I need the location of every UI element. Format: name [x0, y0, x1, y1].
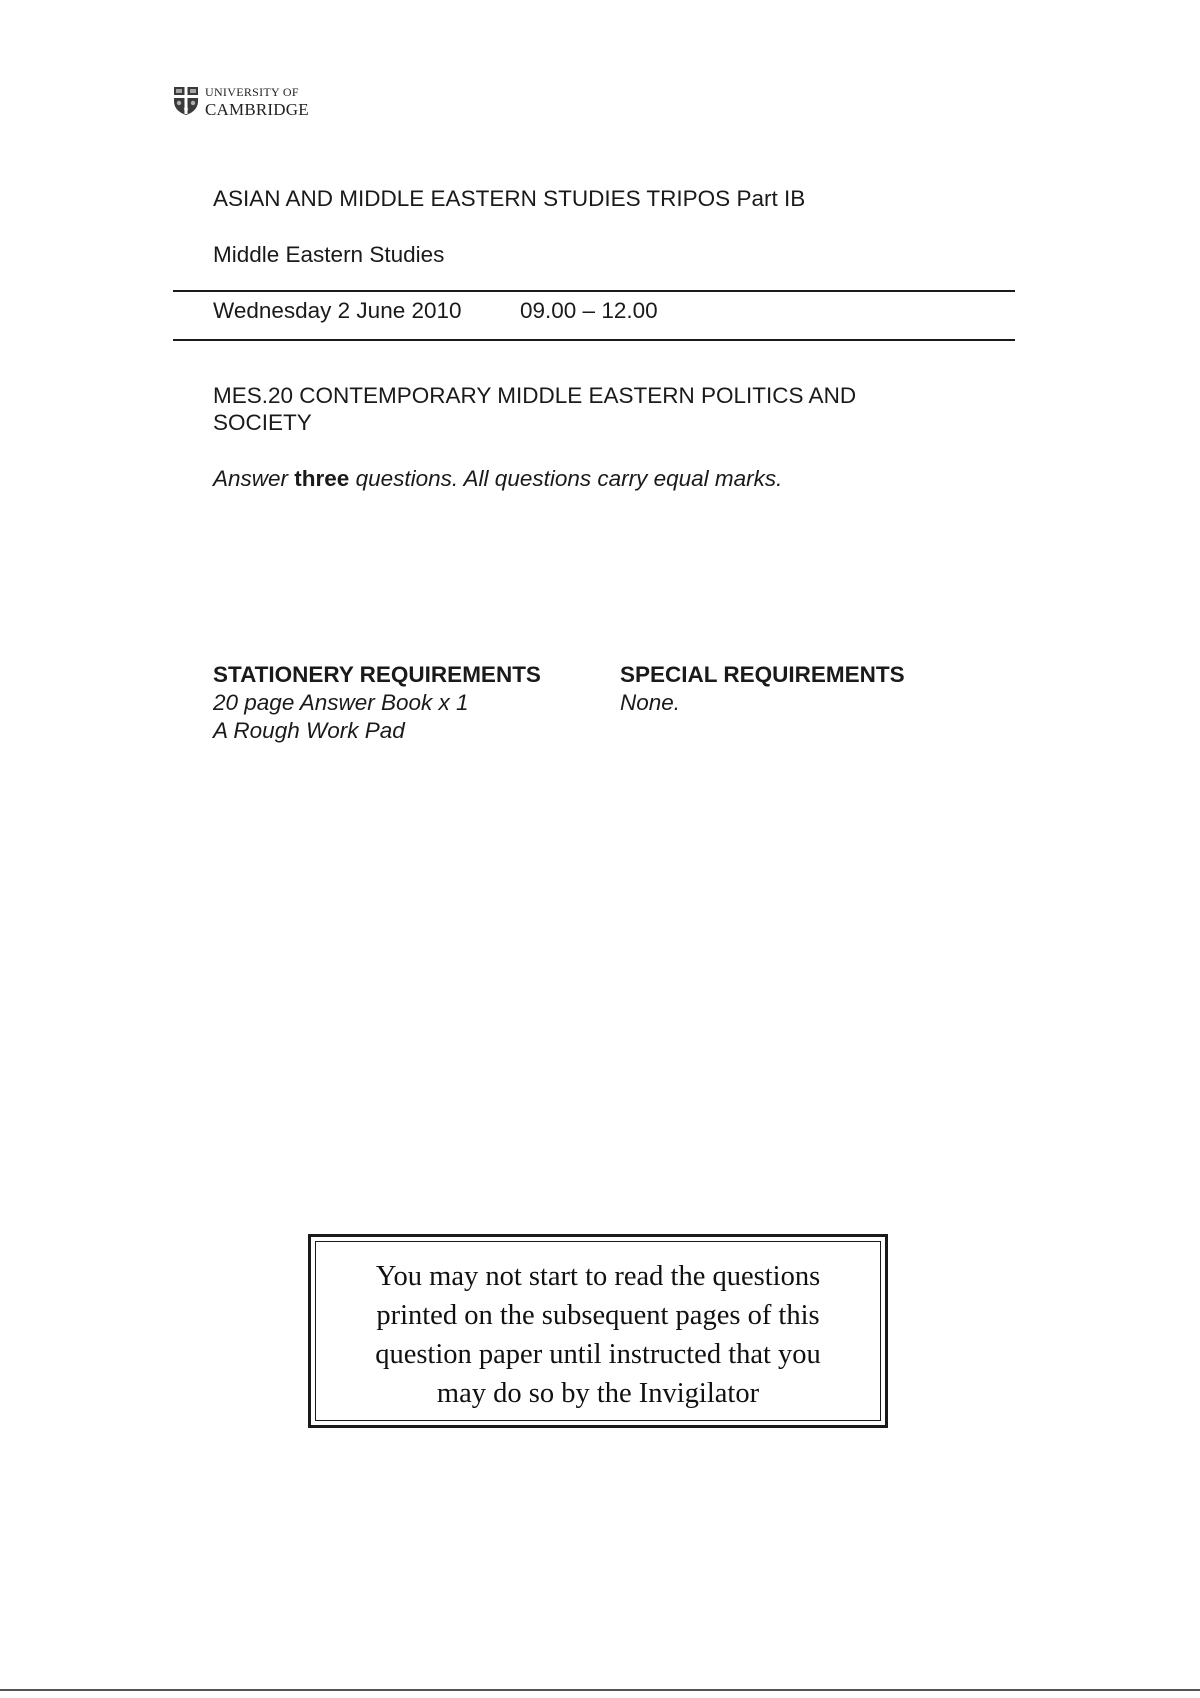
page-bottom-edge: [0, 1689, 1200, 1691]
instructions-before: Answer: [213, 466, 295, 491]
stationery-item: 20 page Answer Book x 1: [213, 690, 469, 715]
notice-line: You may not start to read the questions: [375, 1261, 821, 1292]
special-requirements: [620, 661, 905, 717]
cambridge-crest-icon: [173, 86, 199, 116]
instructions-after: questions. All questions carry equal marks.: [349, 466, 783, 491]
tripos-title: ASIAN AND MIDDLE EASTERN STUDIES TRIPOS Part IB: [213, 186, 806, 211]
exam-time: 09.00 – 12.00: [520, 298, 658, 323]
stationery-requirements: [213, 661, 541, 745]
university-logo: [173, 84, 309, 118]
special-heading: SPECIAL REQUIREMENTS: [620, 662, 905, 687]
invigilator-notice-text: [311, 1257, 885, 1413]
exam-instructions: [213, 466, 782, 492]
logo-wordmark: [205, 84, 309, 118]
logo-line-2: CAMBRIDGE: [205, 100, 309, 119]
date-bottom-rule: [173, 339, 1015, 341]
stationery-heading: STATIONERY REQUIREMENTS: [213, 662, 541, 687]
instructions-emphasis: three: [294, 466, 350, 491]
date-top-rule: [173, 290, 1015, 292]
exam-date: Wednesday 2 June 2010: [213, 298, 462, 323]
stationery-item: A Rough Work Pad: [213, 718, 405, 743]
notice-line: question paper until instructed that you: [375, 1339, 821, 1370]
special-item: None.: [620, 690, 681, 715]
invigilator-notice-box: [308, 1234, 888, 1428]
subject-name: Middle Eastern Studies: [213, 242, 445, 267]
notice-line: may do so by the Invigilator: [436, 1378, 760, 1409]
notice-line: printed on the subsequent pages of this: [376, 1300, 820, 1331]
logo-line-1: UNIVERSITY OF: [205, 85, 299, 99]
paper-title: MES.20 CONTEMPORARY MIDDLE EASTERN POLITICS AND SOCIETY: [213, 383, 857, 435]
